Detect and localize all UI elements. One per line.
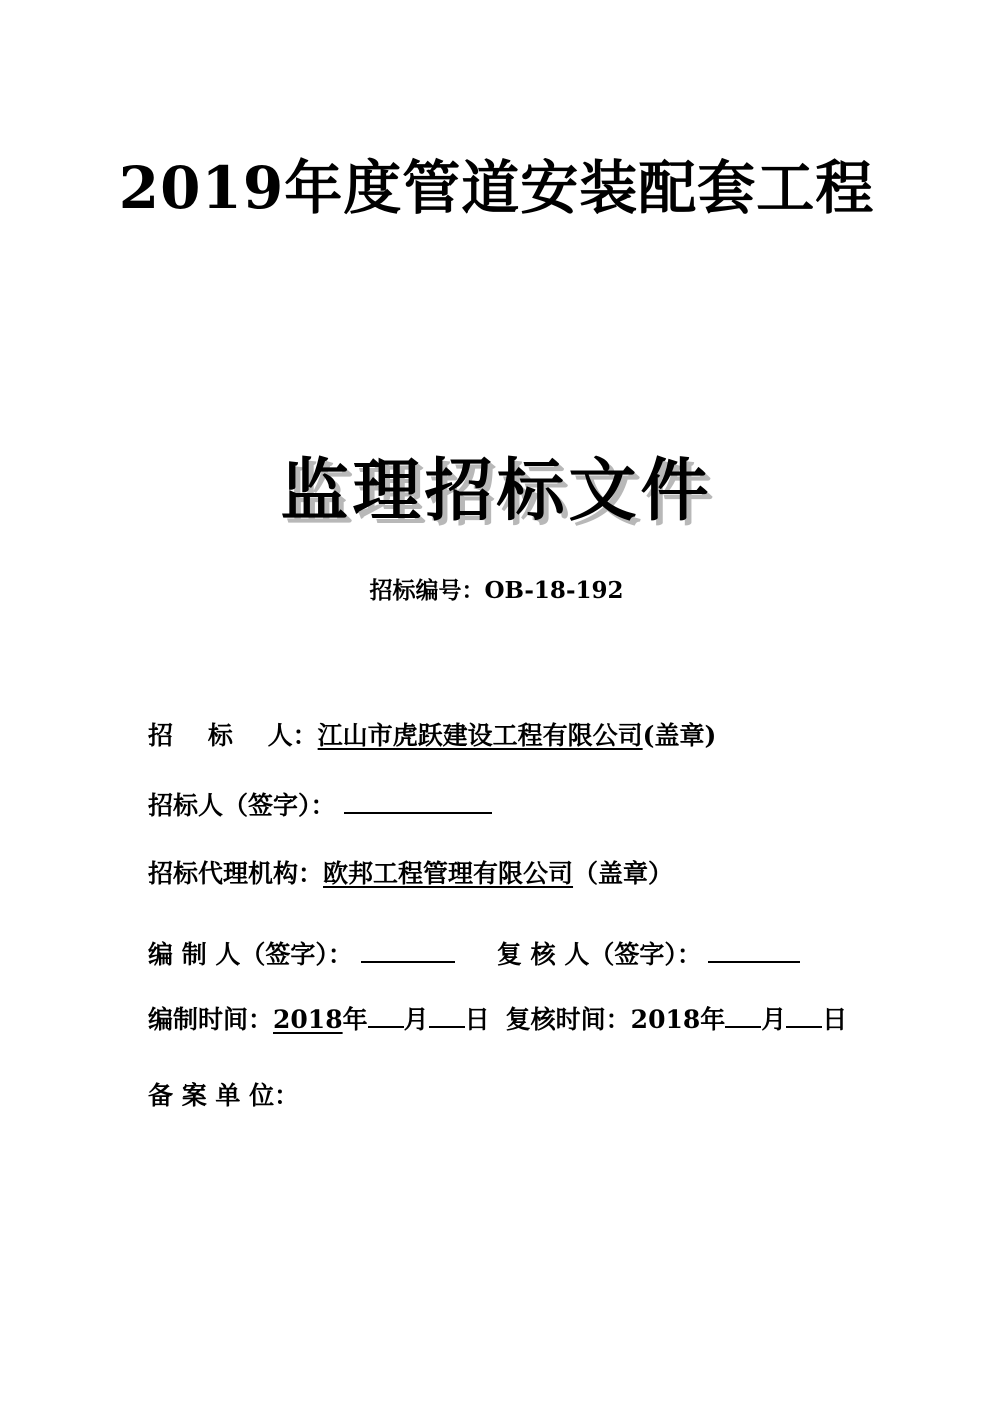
review-year-char: 年 [700, 1005, 726, 1034]
compile-month-char: 月 [403, 1005, 429, 1034]
filing-unit-label: 备 案 单 位： [148, 1081, 300, 1110]
tenderer-signature-row [148, 786, 492, 824]
filing-unit-row [148, 1078, 299, 1114]
compile-month-blank [368, 1000, 404, 1028]
review-day-char: 日 [822, 1005, 848, 1034]
compile-time-label: 编制时间： [148, 1005, 274, 1034]
tenderer-row [148, 718, 716, 754]
tenderer-signature-blank [344, 786, 492, 814]
review-month-blank [725, 1000, 761, 1028]
agency-seal-note: （盖章） [573, 859, 674, 888]
review-year: 2018 [630, 1005, 701, 1034]
agency-label: 招标代理机构： [148, 859, 324, 888]
review-day-blank [786, 1000, 822, 1028]
compiler-signature-label: 编 制 人（签字）： [148, 940, 353, 969]
compile-day-blank [429, 1000, 465, 1028]
bid-number-line [0, 574, 993, 608]
document-title: 监理招标文件 [280, 451, 713, 531]
dates-row [148, 1000, 847, 1038]
compiler-reviewer-signature-row [148, 935, 800, 973]
agency-row [148, 856, 673, 892]
compile-day-char: 日 [464, 1005, 490, 1034]
agency-name: 欧邦工程管理有限公司 [323, 859, 574, 888]
compiler-signature-blank [361, 935, 455, 963]
compile-year-char: 年 [342, 1005, 368, 1034]
project-title: 2019年度管道安装配套工程 [118, 154, 875, 222]
tenderer-signature-label: 招标人（签字）： [148, 791, 336, 820]
compile-year: 2018 [273, 1005, 343, 1034]
tenderer-label: 招 标 人： [148, 721, 318, 750]
review-time-label: 复核时间： [505, 1005, 631, 1034]
reviewer-signature-label: 复 核 人（签字）： [496, 940, 702, 969]
bid-number-label: 招标编号： [369, 577, 485, 604]
review-month-char: 月 [761, 1005, 787, 1034]
reviewer-signature-blank [708, 935, 800, 963]
bid-number-value: OB-18-192 [484, 577, 624, 604]
tenderer-seal-note: (盖章) [642, 721, 717, 750]
tenderer-name: 江山市虎跃建设工程有限公司 [317, 721, 643, 750]
